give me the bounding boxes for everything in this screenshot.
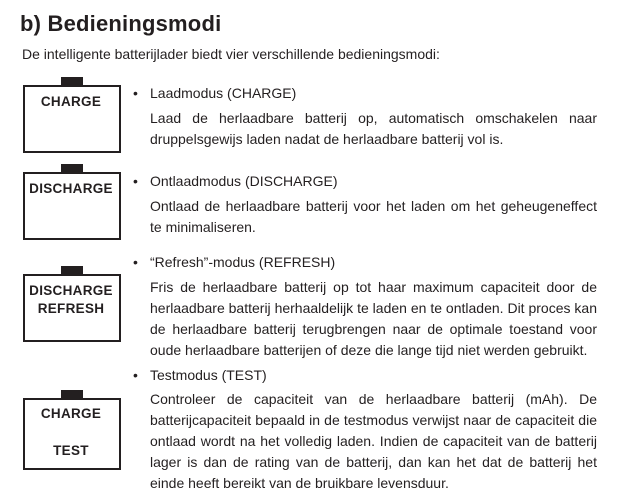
battery-icon-discharge — [23, 164, 119, 240]
battery-label: CHARGE — [40, 406, 102, 421]
intro-text: De intelligente batterijlader biedt vier verschillende bedieningsmodi: — [22, 46, 440, 62]
battery-terminal — [61, 77, 83, 85]
mode-description-discharge: Ontlaad de herlaadbare batterij voor het laden om het geheugeneffect te minimaliseren. — [150, 198, 597, 235]
bullet-marker: • — [133, 85, 138, 101]
bullet-marker: • — [133, 254, 138, 270]
mode-title-test: Testmodus (TEST) — [150, 367, 267, 383]
battery-label: DISCHARGE — [29, 283, 113, 298]
mode-title-discharge: Ontlaadmodus (DISCHARGE) — [150, 173, 338, 189]
battery-terminal — [61, 390, 83, 398]
battery-icon-refresh — [23, 266, 119, 342]
mode-description-refresh: Fris de herlaadbare batterij op tot haar maximum capaciteit door de herlaadbare batterij herhaaldelijk te laden en te ontladen. Dit proces kan de herlaadbare batterij terugbrengen naar de optimale toestand voor oude herlaadbare batterijen of deze die lange tijd niet werden gebruikt. — [150, 279, 597, 358]
battery-label: TEST — [53, 443, 89, 458]
mode-description-test: Controleer de capaciteit van de herlaadbare batterij (mAh). De batterijcapaciteit bepaald in de testmodus verwijst naar de capaciteit die ontlaad wordt na het volledig laden. Indien de capaciteit van de batterij lager is dan de rating van de batterij, dan kan het dat de batterij het einde heeft bereikt van de bruikbare levensduur. — [150, 391, 597, 491]
battery-label: DISCHARGE — [29, 181, 113, 196]
mode-title-charge: Laadmodus (CHARGE) — [150, 85, 297, 101]
battery-icon-charge — [23, 77, 119, 153]
section-heading: b) Bedieningsmodi — [20, 11, 222, 36]
bullet-marker: • — [133, 367, 138, 383]
battery-terminal — [61, 266, 83, 274]
mode-description-charge: Laad de herlaadbare batterij op, automatisch omschakelen naar druppelsgewijs laden nadat de herlaadbare batterij vol is. — [150, 110, 597, 147]
battery-icon-test — [23, 390, 119, 470]
battery-terminal — [61, 164, 83, 172]
bullet-marker: • — [133, 173, 138, 189]
battery-label: REFRESH — [37, 301, 105, 316]
mode-title-refresh: “Refresh”-modus (REFRESH) — [150, 254, 336, 270]
battery-label: CHARGE — [40, 94, 102, 109]
